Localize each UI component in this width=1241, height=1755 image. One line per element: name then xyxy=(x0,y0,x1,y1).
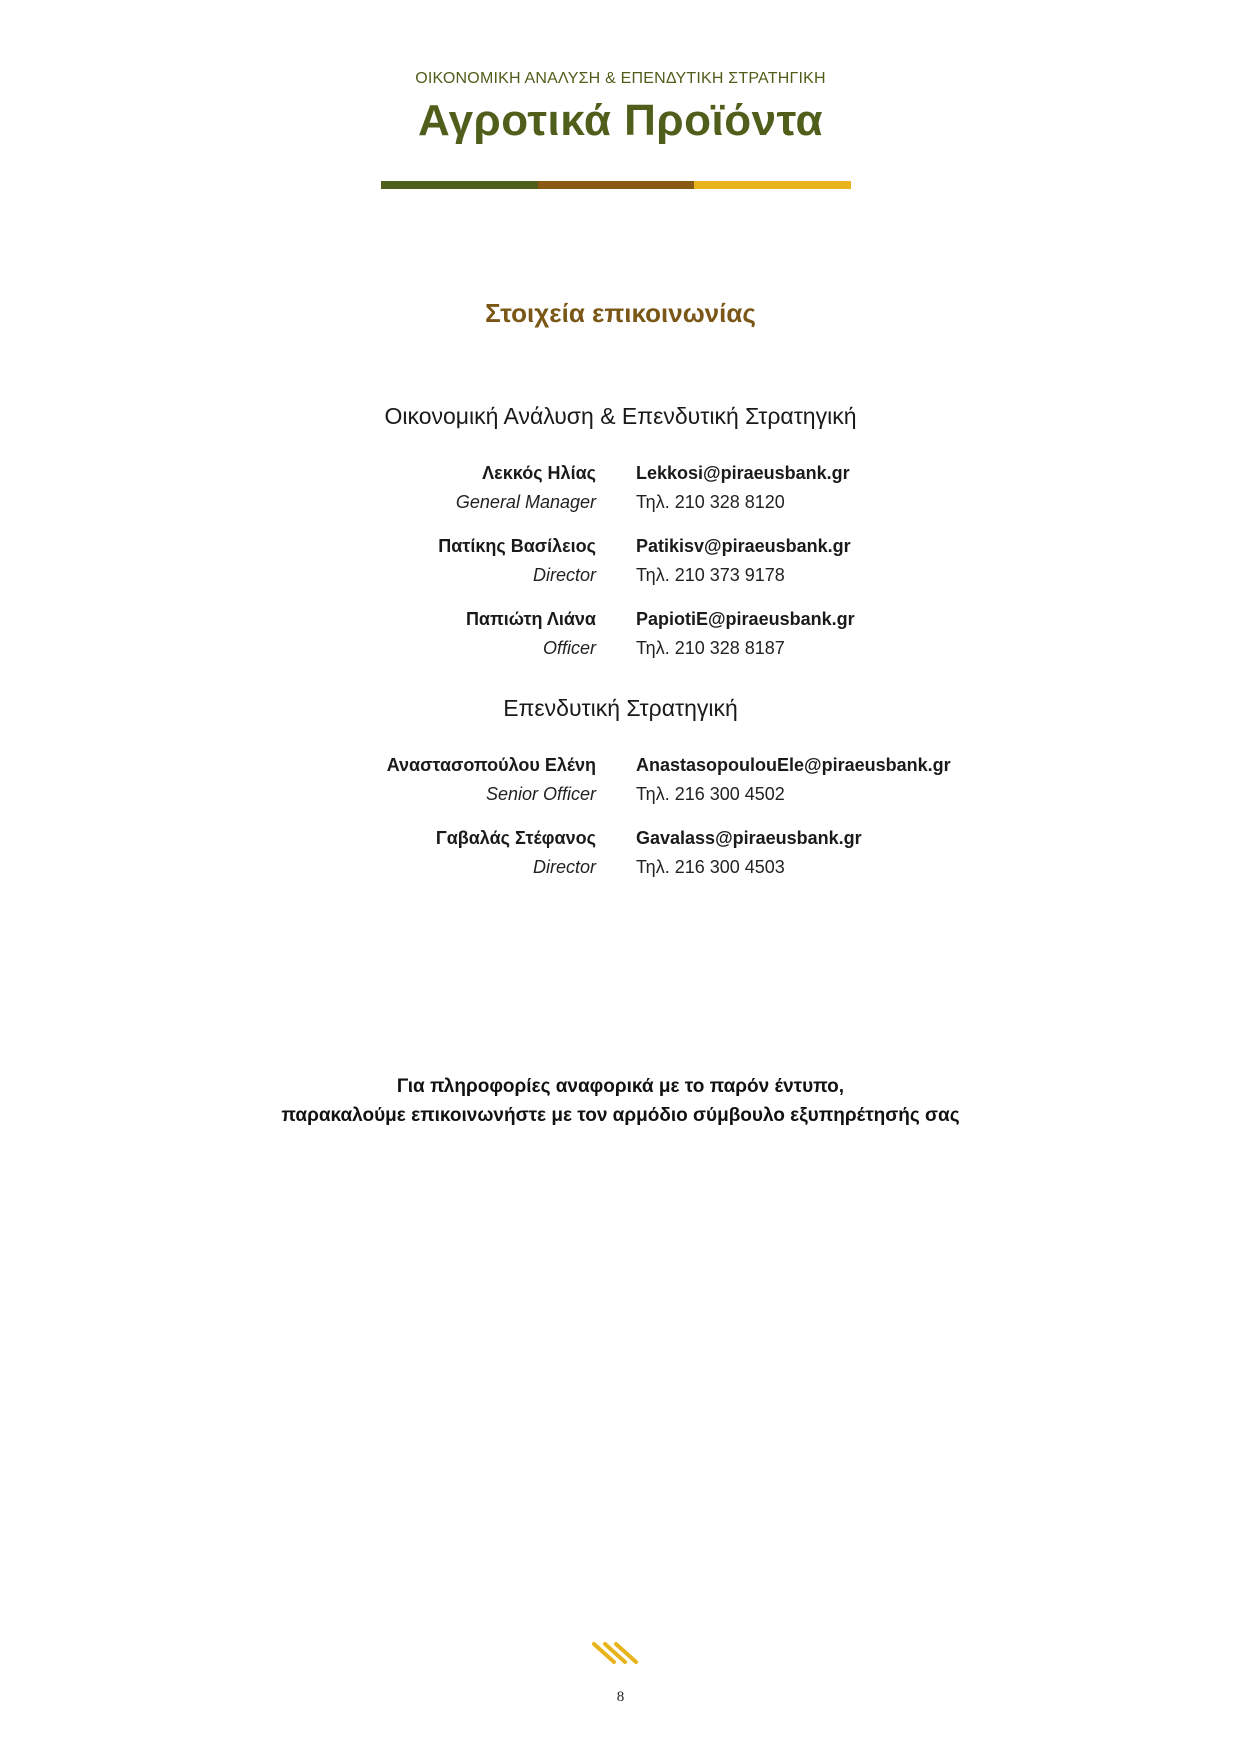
header-color-bar xyxy=(381,181,851,189)
contact-email[interactable]: AnastasopoulouEle@piraeusbank.gr xyxy=(636,755,951,775)
contact-name: Λεκκός Ηλίας xyxy=(482,463,596,483)
contact-entry xyxy=(0,536,1241,592)
contact-role: Director xyxy=(532,857,596,877)
contact-role: Senior Officer xyxy=(485,784,596,804)
contact-phone: Τηλ. 210 373 9178 xyxy=(636,565,785,585)
contact-phone: Τηλ. 216 300 4503 xyxy=(636,857,785,877)
contact-role: Officer xyxy=(542,638,596,658)
contact-entry xyxy=(0,609,1241,665)
contact-email[interactable]: Gavalass@piraeusbank.gr xyxy=(636,828,862,848)
contact-name: Γαβαλάς Στέφανος xyxy=(435,828,596,848)
contact-name: Πατίκης Βασίλειος xyxy=(438,536,596,556)
contact-entry xyxy=(0,828,1241,884)
contact-phone: Τηλ. 216 300 4502 xyxy=(636,784,785,804)
department-title: Επενδυτική Στρατηγική xyxy=(503,695,738,721)
page-number: 8 xyxy=(616,1689,625,1705)
department-title: Οικονομική Ανάλυση & Επενδυτική Στρατηγική xyxy=(384,403,857,429)
color-bar-segment xyxy=(694,181,851,189)
contact-phone: Τηλ. 210 328 8120 xyxy=(636,492,785,512)
piraeus-stripes-icon xyxy=(590,1640,646,1668)
contact-email[interactable]: PapiotiE@piraeusbank.gr xyxy=(636,609,855,629)
footer-note-line: Για πληροφορίες αναφορικά με το παρόν έντυπο, xyxy=(396,1076,845,1097)
contact-phone: Τηλ. 210 328 8187 xyxy=(636,638,785,658)
color-bar-segment xyxy=(538,181,695,189)
color-bar-segment xyxy=(381,181,538,189)
footer-note xyxy=(0,1072,1241,1130)
header-title: Αγροτικά Προϊόντα xyxy=(417,96,824,145)
contact-name: Αναστασοπούλου Ελένη xyxy=(386,755,596,775)
contact-email[interactable]: Lekkosi@piraeusbank.gr xyxy=(636,463,850,483)
contact-name: Παπιώτη Λιάνα xyxy=(465,609,596,629)
section-title: Στοιχεία επικοινωνίας xyxy=(485,298,756,328)
footer-note-line: παρακαλούμε επικοινωνήστε με τον αρμόδιο σύμβουλο εξυπηρέτησής σας xyxy=(281,1105,960,1126)
header-subtitle: ΟΙΚΟΝΟΜΙΚΗ ΑΝΑΛΥΣΗ & ΕΠΕΝΔΥΤΙΚΗ ΣΤΡΑΤΗΓΙΚΗ xyxy=(415,70,826,87)
contact-entry xyxy=(0,755,1241,811)
contact-role: Director xyxy=(532,565,596,585)
contact-role: General Manager xyxy=(455,492,596,512)
contact-entry xyxy=(0,463,1241,519)
contact-email[interactable]: Patikisv@piraeusbank.gr xyxy=(636,536,851,556)
